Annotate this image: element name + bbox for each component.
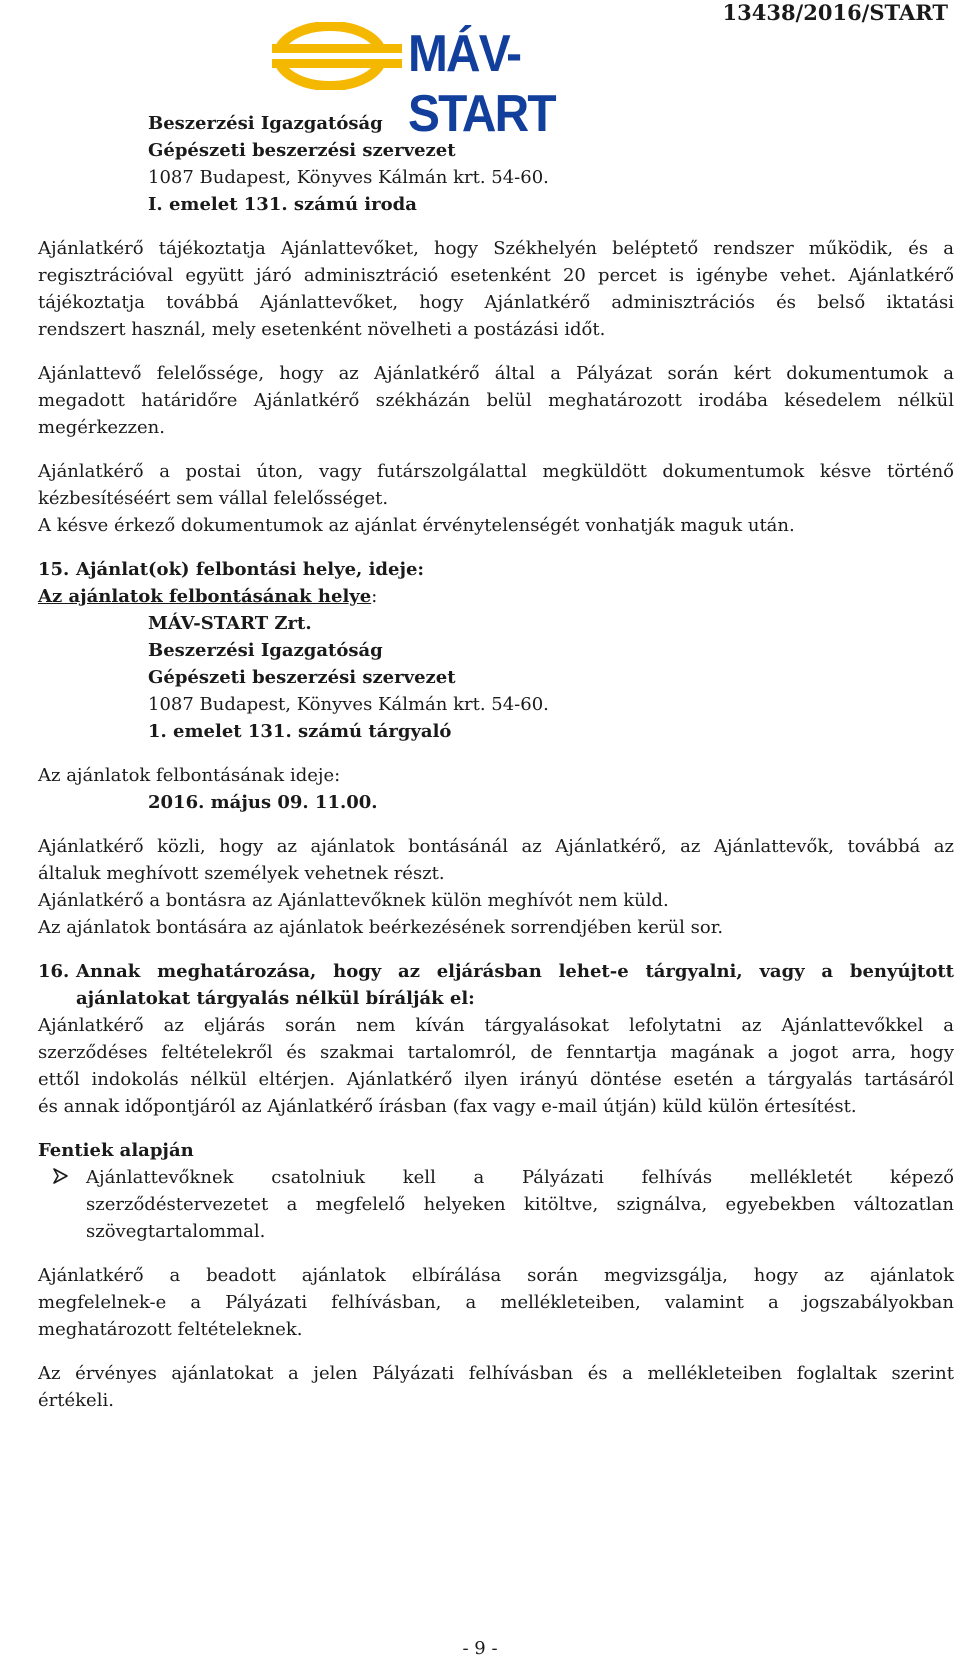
- address-line: 1087 Budapest, Könyves Kálmán krt. 54-60.: [148, 167, 549, 188]
- opening-place-label: Az ajánlatok felbontásának helye:: [38, 586, 378, 607]
- section-16-heading: [38, 958, 954, 1012]
- address-line: Gépészeti beszerzési szervezet: [148, 140, 456, 161]
- paragraph-line: Ajánlatkérő közli, hogy az ajánlatok bontásánál az Ajánlatkérő, az Ajánlattevők, továbbá az: [38, 836, 954, 857]
- address-line: 1. emelet 131. számú tárgyaló: [148, 721, 452, 742]
- paragraph-line: megadott határidőre Ajánlatkérő székházán belül meghatározott irodába késedelem nélkül: [38, 390, 954, 411]
- bullet-line: szövegtartalommal.: [86, 1221, 266, 1242]
- opening-time-label: Az ajánlatok felbontásának ideje:: [38, 765, 341, 786]
- section-title-line: ajánlatokat tárgyalás nélkül bírálják el:: [76, 988, 475, 1009]
- opening-time-value: 2016. május 09. 11.00.: [148, 792, 378, 813]
- section-number: 16.: [38, 961, 70, 982]
- opening-place-address: [38, 610, 954, 745]
- paragraph-line: megérkezzen.: [38, 417, 165, 438]
- fentiek-heading: Fentiek alapján: [38, 1140, 194, 1161]
- paragraph-entry-system: [38, 235, 954, 343]
- paragraph-line: általuk meghívott személyek vehetnek részt.: [38, 863, 445, 884]
- logo-emblem-icon: [272, 22, 412, 90]
- paragraph-line: Ajánlatkérő a postai úton, vagy futárszolgálattal megküldött dokumentumok késve történő: [38, 461, 954, 482]
- address-line: Beszerzési Igazgatóság: [148, 113, 383, 134]
- paragraph-line: Ajánlatkérő a beadott ajánlatok elbírálása során megvizsgálja, hogy az ajánlatok: [38, 1265, 954, 1286]
- paragraph-line: Ajánlattevő felelőssége, hogy az Ajánlatkérő által a Pályázat során kért dokumentumok a: [38, 363, 954, 384]
- mav-start-logo: [272, 22, 672, 143]
- paragraph-opening-attendance: [38, 833, 954, 941]
- address-line: 1087 Budapest, Könyves Kálmán krt. 54-60.: [148, 694, 549, 715]
- paragraph-line: Ajánlatkérő a bontásra az Ajánlattevőknek külön meghívót nem küld.: [38, 890, 669, 911]
- section-title: Ajánlat(ok) felbontási helye, ideje:: [76, 559, 425, 580]
- paragraph-line: és annak időpontjáról az Ajánlatkérő írásban (fax vagy e-mail útján) küld külön értesítést.: [38, 1096, 857, 1117]
- company-name: MÁV-START Zrt.: [148, 613, 312, 634]
- section-15-heading: [38, 556, 954, 583]
- bullet-item: [52, 1164, 954, 1245]
- section-number: 15.: [38, 559, 70, 580]
- paragraph-responsibility: [38, 360, 954, 441]
- bullet-line: Ajánlattevőknek csatolniuk kell a Pályázati felhívás mellékletét képező: [86, 1167, 954, 1188]
- paragraph-postal-delivery: [38, 458, 954, 539]
- bullet-line: szerződéstervezetet a megfelelő helyeken kitöltve, szignálva, egyebekben változatlan: [86, 1194, 954, 1215]
- paragraph-line: tájékoztatja továbbá Ajánlattevőket, hogy Ajánlatkérő adminisztrációs és belső iktatási: [38, 292, 954, 313]
- paragraph-line: rendszert használ, mely esetenként növelheti a postázási időt.: [38, 319, 606, 340]
- address-line: Gépészeti beszerzési szervezet: [148, 667, 456, 688]
- logo-wordmark: MÁV-START: [408, 25, 555, 143]
- paragraph-line: regisztrációval együtt járó adminisztráció esetenként 20 percet is igénybe vehet. Ajánlatkérő: [38, 265, 954, 286]
- paragraph-line: Az érvényes ajánlatokat a jelen Pályázati felhívásban és a mellékleteiben foglaltak szerint: [38, 1363, 954, 1384]
- paragraph-evaluation-check: [38, 1262, 954, 1343]
- paragraph-line: A késve érkező dokumentumok az ajánlat érvénytelenségét vonhatják maguk után.: [38, 515, 795, 536]
- paragraph-line: meghatározott feltételeknek.: [38, 1319, 303, 1340]
- paragraph-line: Ajánlatkérő az eljárás során nem kíván tárgyalásokat lefolytatni az Ajánlattevőkkel a: [38, 1015, 954, 1036]
- page-number: - 9 -: [462, 1638, 498, 1659]
- document-body: [38, 110, 954, 1414]
- address-line: Beszerzési Igazgatóság: [148, 640, 383, 661]
- paragraph-line: ettől indokolás nélkül eltérjen. Ajánlatkérő ilyen irányú döntése esetén a tárgyalás tartásáról: [38, 1069, 954, 1090]
- document-reference: 13438/2016/START: [722, 0, 948, 25]
- paragraph-valid-offers: [38, 1360, 954, 1414]
- paragraph-negotiation: [38, 1012, 954, 1120]
- arrow-bullet-icon: [52, 1164, 86, 1245]
- paragraph-line: Ajánlatkérő tájékoztatja Ajánlattevőket, hogy Székhelyén beléptető rendszer működik, és a: [38, 238, 954, 259]
- paragraph-line: kézbesítéséért sem vállal felelősséget.: [38, 488, 389, 509]
- address-block: [38, 110, 954, 218]
- paragraph-line: megfelelnek-e a Pályázati felhívásban, a mellékleteiben, valamint a jogszabályokban: [38, 1292, 954, 1313]
- paragraph-line: értékeli.: [38, 1390, 114, 1411]
- paragraph-line: Az ajánlatok bontására az ajánlatok beérkezésének sorrendjében kerül sor.: [38, 917, 724, 938]
- address-line: I. emelet 131. számú iroda: [148, 194, 417, 215]
- paragraph-line: szerződéses feltételekről és szakmai tartalomról, de fenntartja magának a jogot arra, hogy: [38, 1042, 954, 1063]
- section-title-line: Annak meghatározása, hogy az eljárásban lehet-e tárgyalni, vagy a benyújtott: [76, 961, 954, 982]
